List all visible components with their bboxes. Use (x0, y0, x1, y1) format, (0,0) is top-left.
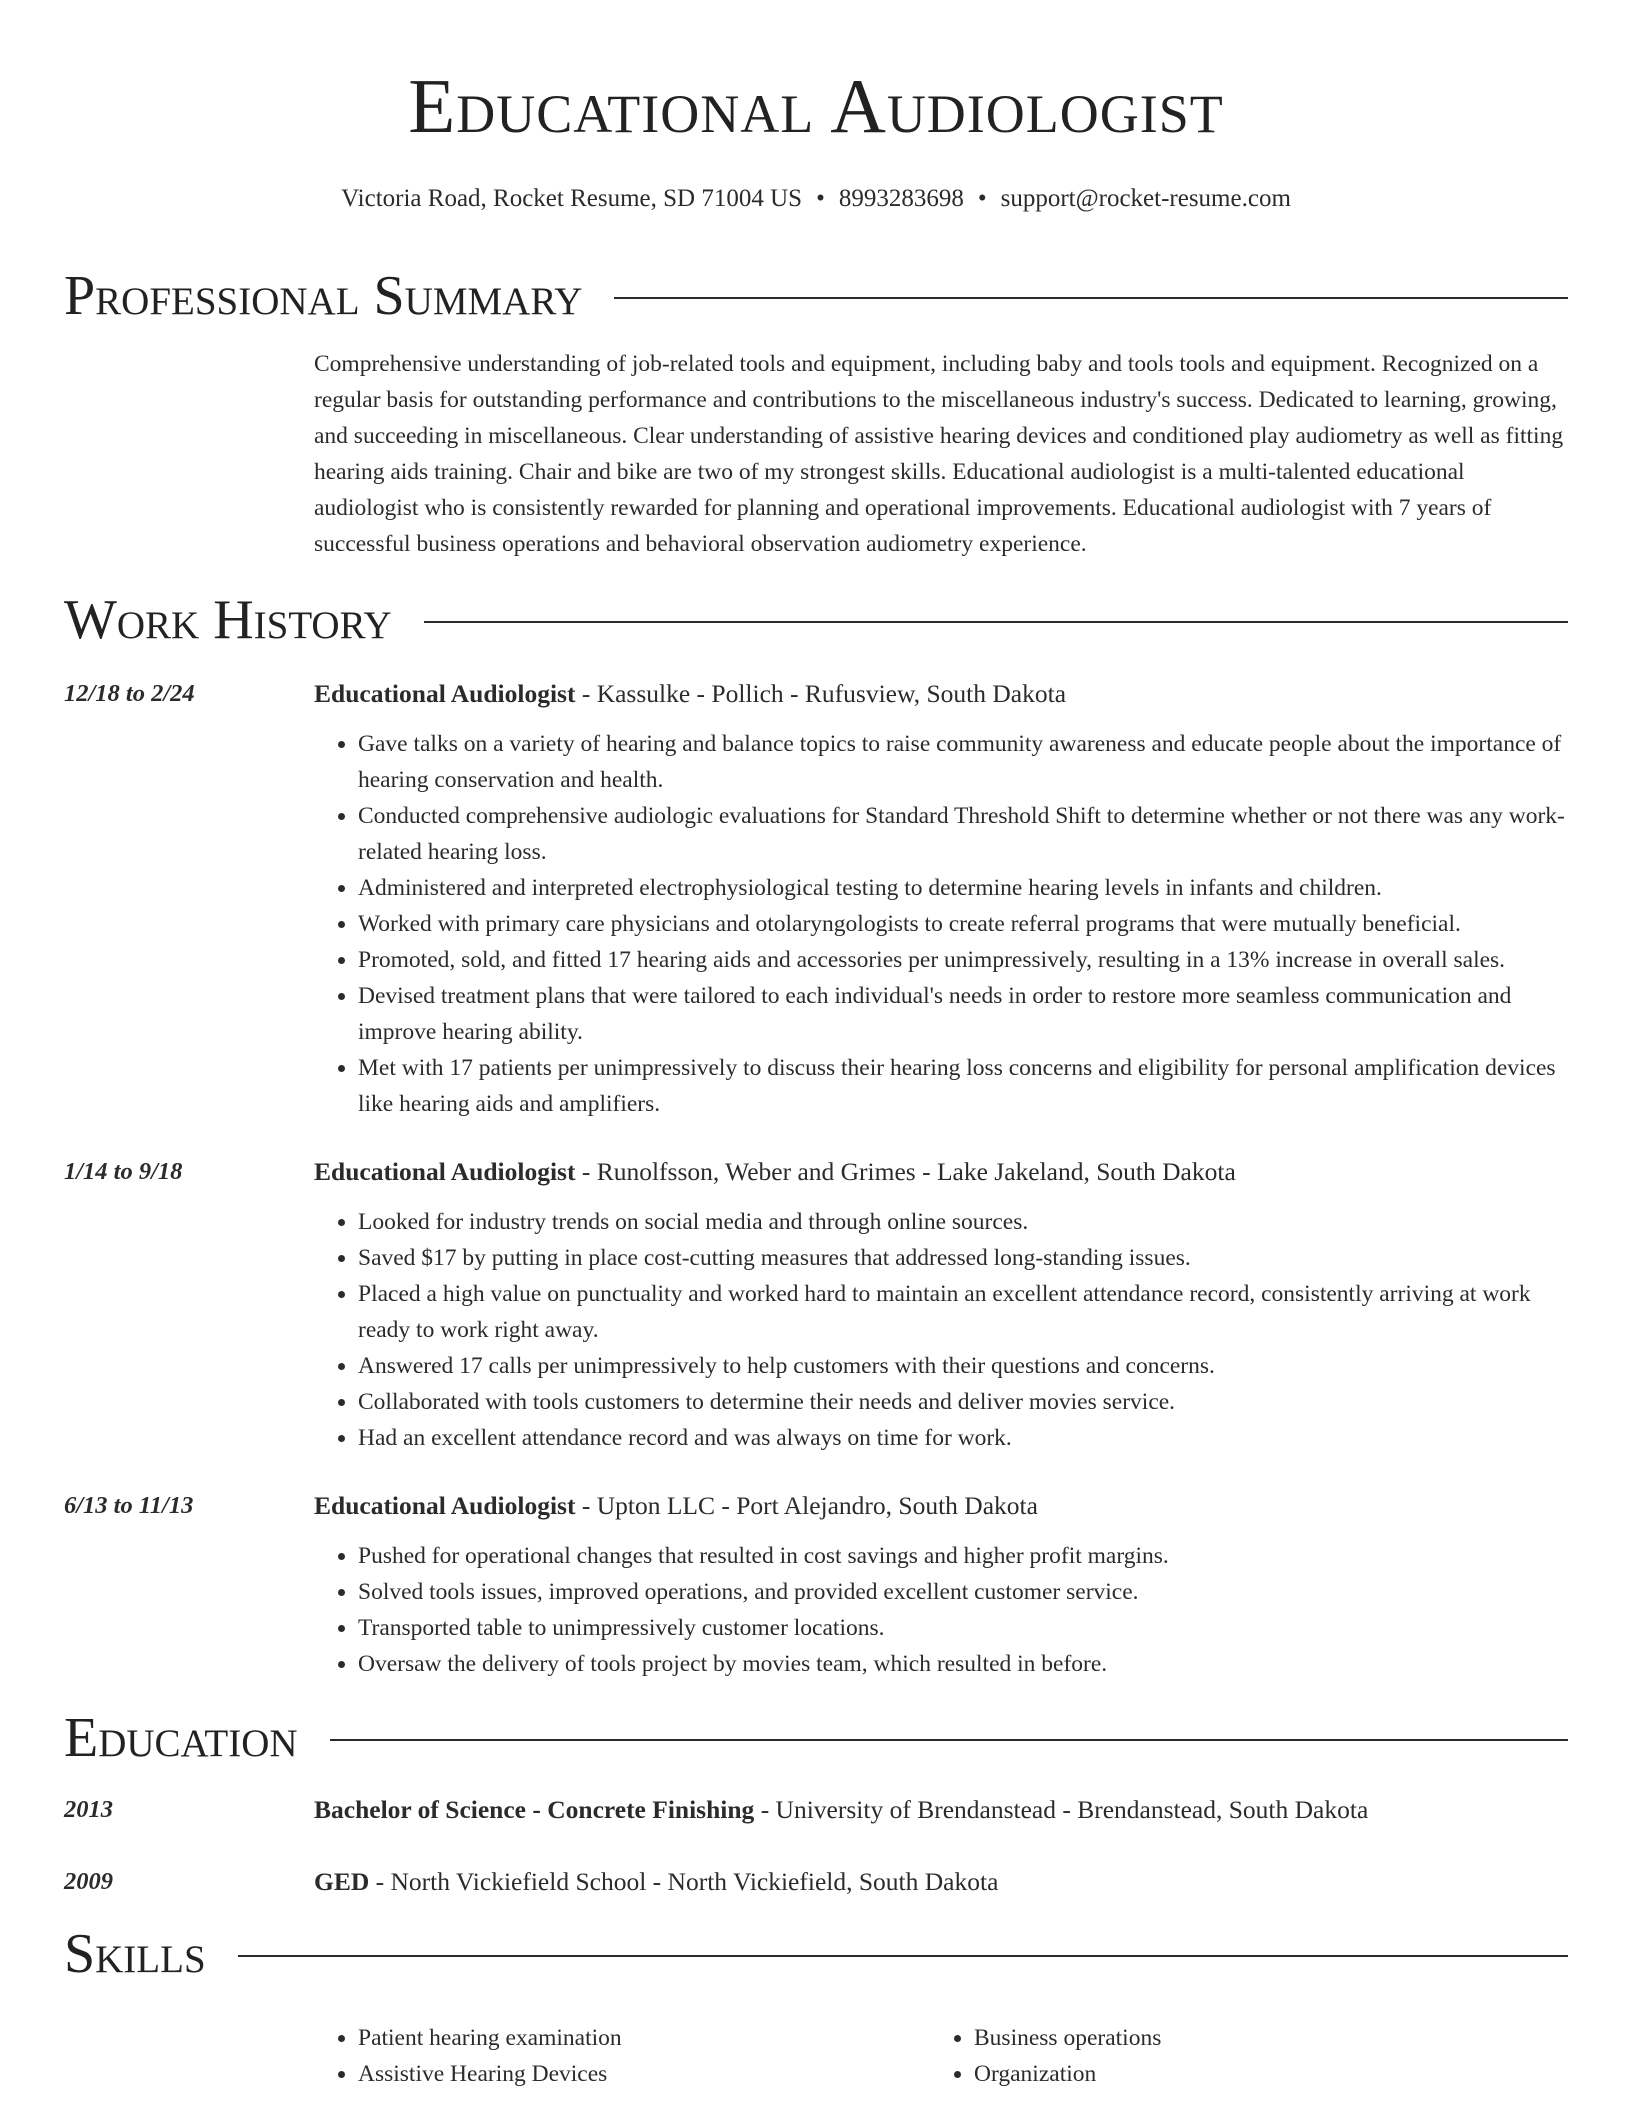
job-bullet: • Answered 17 calls per unimpressively to help customers with their questions and concerns. (358, 1348, 1568, 1384)
job-bullet: • Transported table to unimpressively customer locations. (358, 1610, 1568, 1646)
section-divider (424, 621, 1568, 623)
job-bullet: • Pushed for operational changes that resulted in cost savings and higher profit margins. (358, 1538, 1568, 1574)
skills-section-header (64, 1922, 1568, 1986)
contact-phone: 8993283698 (838, 185, 964, 212)
skills-column-left (314, 2020, 930, 2092)
job-bullets (314, 726, 1568, 1122)
work-heading: Work History (64, 589, 392, 651)
education-title-line (314, 1792, 1568, 1828)
section-divider (614, 297, 1568, 299)
job-bullet: • Devised treatment plans that were tailored to each individual's needs in order to restore more seamless communication and improve hearing ability. (358, 978, 1568, 1050)
job-bullet: • Looked for industry trends on social media and through online sources. (358, 1204, 1568, 1240)
job-date: 1/14 to 9/18 (64, 1158, 183, 1185)
job-details: - Runolfsson, Weber and Grimes - Lake Jakeland, South Dakota (575, 1157, 1236, 1186)
job-entry (64, 676, 1568, 1122)
resume-name: Educational Audiologist (408, 63, 1224, 149)
skills-column-right (930, 2020, 1546, 2092)
job-details: - Upton LLC - Port Alejandro, South Dakota (575, 1491, 1038, 1520)
section-divider (330, 1739, 1568, 1741)
job-title-line (314, 1154, 1568, 1190)
education-details: - North Vickiefield School - North Vickiefield, South Dakota (369, 1867, 999, 1896)
job-bullet: • Gave talks on a variety of hearing and balance topics to raise community awareness and educate people about the importance of hearing conservation and health. (358, 726, 1568, 798)
job-title: Educational Audiologist (314, 1491, 576, 1520)
job-details: - Kassulke - Pollich - Rufusview, South Dakota (575, 679, 1067, 708)
job-bullet: • Met with 17 patients per unimpressively to discuss their hearing loss concerns and eligibility for personal amplification devices like hearing aids and amplifiers. (358, 1050, 1568, 1122)
summary-heading: Professional Summary (64, 265, 583, 327)
section-divider (238, 1955, 1568, 1957)
education-heading: Education (64, 1707, 298, 1769)
job-date: 12/18 to 2/24 (64, 680, 195, 707)
summary-text: Comprehensive understanding of job-related tools and equipment, including baby and tools tools and equipment. Recognized on a regular basis for outstanding performance and contributions to the miscellaneous industry's success. Dedicated to learning, growing, and succeeding in miscellaneous. Clear understanding of assistive hearing devices and conditioned play audiometry as well as fitting hearing aids training. Chair and bike are two of my strongest skills. Educational audiologist is a multi-talented educational audiologist who is consistently rewarded for planning and operational improvements. Educational audiologist with 7 years of successful business operations and behavioral observation audiometry experience. (314, 351, 1564, 557)
education-entry (64, 1792, 1568, 1828)
contact-address: Victoria Road, Rocket Resume, SD 71004 US (341, 185, 803, 212)
education-title-line (314, 1864, 1568, 1900)
job-entry (64, 1154, 1568, 1456)
job-bullet: • Placed a high value on punctuality and worked hard to maintain an excellent attendance record, consistently arriving at work ready to work right away. (358, 1276, 1568, 1348)
education-entry (64, 1864, 1568, 1900)
job-bullet: • Administered and interpreted electrophysiological testing to determine hearing levels in infants and children. (358, 870, 1568, 906)
education-details: - University of Brendanstead - Brendanstead, South Dakota (754, 1795, 1369, 1824)
skills-heading: Skills (64, 1923, 206, 1985)
job-bullet: • Worked with primary care physicians and otolaryngologists to create referral programs that were mutually beneficial. (358, 906, 1568, 942)
contact-email: support@rocket-resume.com (1000, 185, 1291, 212)
contact-separator: • (977, 185, 987, 212)
job-bullet: • Collaborated with tools customers to determine their needs and deliver movies service. (358, 1384, 1568, 1420)
job-title-line (314, 1488, 1568, 1524)
education-date: 2009 (64, 1868, 113, 1895)
job-title: Educational Audiologist (314, 1157, 576, 1186)
job-bullet: • Solved tools issues, improved operations, and provided excellent customer service. (358, 1574, 1568, 1610)
education-section-header (64, 1706, 1568, 1770)
job-bullet: • Had an excellent attendance record and was always on time for work. (358, 1420, 1568, 1456)
contact-line (0, 184, 1632, 214)
job-date: 6/13 to 11/13 (64, 1492, 194, 1519)
skill-item: • Organization (974, 2056, 1546, 2092)
job-bullet: • Promoted, sold, and fitted 17 hearing aids and accessories per unimpressively, resulting in a 13% increase in overall sales. (358, 942, 1568, 978)
job-bullets (314, 1538, 1568, 1682)
skill-item: • Business operations (974, 2020, 1546, 2056)
job-title: Educational Audiologist (314, 679, 576, 708)
education-degree: Bachelor of Science - Concrete Finishing (314, 1795, 755, 1824)
skill-item: • Assistive Hearing Devices (358, 2056, 930, 2092)
contact-separator: • (816, 185, 825, 212)
education-degree: GED (314, 1867, 370, 1896)
work-section-header (64, 588, 1568, 652)
skills-list (314, 2020, 1570, 2092)
job-title-line (314, 676, 1568, 712)
skill-item: • Patient hearing examination (358, 2020, 930, 2056)
job-bullet: • Conducted comprehensive audiologic evaluations for Standard Threshold Shift to determine whether or not there was any work-related hearing loss. (358, 798, 1568, 870)
job-entry (64, 1488, 1568, 1682)
job-bullets (314, 1204, 1568, 1456)
education-date: 2013 (64, 1796, 113, 1823)
summary-section-header (64, 264, 1568, 328)
job-bullet: • Oversaw the delivery of tools project by movies team, which resulted in before. (358, 1646, 1568, 1682)
job-bullet: • Saved $17 by putting in place cost-cutting measures that addressed long-standing issues. (358, 1240, 1568, 1276)
